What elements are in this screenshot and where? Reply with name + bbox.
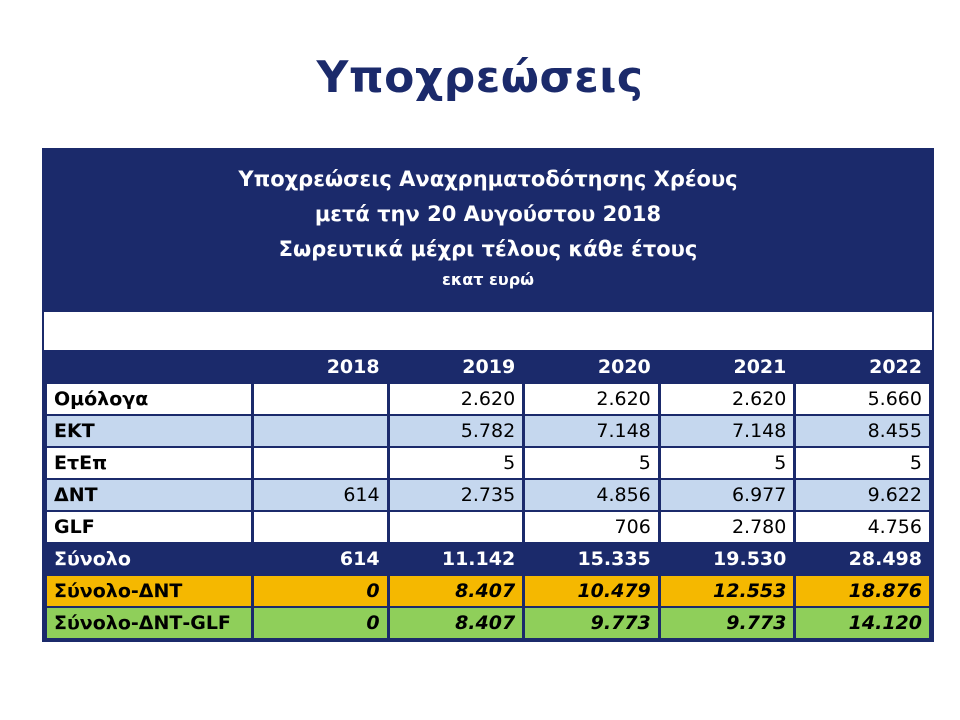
value-cell: 28.498 [796, 544, 929, 574]
value-cell: 2.620 [390, 384, 523, 414]
value-cell: 0 [254, 608, 387, 638]
value-cell: 614 [254, 544, 387, 574]
value-cell: 4.756 [796, 512, 929, 542]
value-cell [254, 384, 387, 414]
value-cell: 9.773 [661, 608, 794, 638]
value-cell: 2.620 [525, 384, 658, 414]
value-cell [254, 512, 387, 542]
row-label: Σύνολο-ΔΝΤ [47, 576, 251, 606]
value-cell: 19.530 [661, 544, 794, 574]
value-cell: 10.479 [525, 576, 658, 606]
year-cell: 2021 [661, 352, 794, 382]
value-cell: 9.622 [796, 480, 929, 510]
value-cell: 14.120 [796, 608, 929, 638]
year-cell: 2020 [525, 352, 658, 382]
year-cell: 2022 [796, 352, 929, 382]
row-label: Σύνολο-ΔΝΤ-GLF [47, 608, 251, 638]
slide-title: Υποχρεώσεις [316, 52, 644, 103]
value-cell: 5 [525, 448, 658, 478]
table-row-imf [47, 480, 929, 510]
row-label: ΔΝΤ [47, 480, 251, 510]
value-cell: 5 [661, 448, 794, 478]
refinancing-table [42, 148, 934, 642]
table-row-eib [47, 448, 929, 478]
row-label: Ομόλογα [47, 384, 251, 414]
table-row-total-minus-imf-glf [47, 608, 929, 638]
value-cell: 6.977 [661, 480, 794, 510]
row-label: ΕΚΤ [47, 416, 251, 446]
table-row-bonds [47, 384, 929, 414]
value-cell: 8.407 [390, 608, 523, 638]
value-cell: 15.335 [525, 544, 658, 574]
table-heading-line-2: μετά την 20 Αυγούστου 2018 [314, 202, 662, 226]
table-heading-line-1: Υποχρεώσεις Αναχρηματοδότησης Χρέους [238, 167, 738, 191]
table-grid [44, 350, 932, 640]
value-cell: 5 [796, 448, 929, 478]
value-cell: 4.856 [525, 480, 658, 510]
table-spacer-row [44, 312, 932, 350]
table-unit: εκατ ευρώ [441, 270, 535, 289]
value-cell: 614 [254, 480, 387, 510]
value-cell [390, 512, 523, 542]
value-cell: 18.876 [796, 576, 929, 606]
value-cell: 9.773 [525, 608, 658, 638]
value-cell: 7.148 [661, 416, 794, 446]
value-cell: 2.780 [661, 512, 794, 542]
year-cell: 2018 [254, 352, 387, 382]
value-cell: 8.455 [796, 416, 929, 446]
value-cell: 12.553 [661, 576, 794, 606]
year-header-row [47, 352, 929, 382]
value-cell: 0 [254, 576, 387, 606]
value-cell: 2.735 [390, 480, 523, 510]
table-row-glf [47, 512, 929, 542]
value-cell: 2.620 [661, 384, 794, 414]
value-cell: 5.660 [796, 384, 929, 414]
corner-cell [47, 352, 251, 382]
table-heading [44, 150, 932, 312]
value-cell: 8.407 [390, 576, 523, 606]
value-cell [254, 448, 387, 478]
table-row-total [47, 544, 929, 574]
row-label: ΕτΕπ [47, 448, 251, 478]
year-cell: 2019 [390, 352, 523, 382]
table-heading-line-3: Σωρευτικά μέχρι τέλους κάθε έτους [278, 237, 698, 261]
value-cell: 11.142 [390, 544, 523, 574]
table-row-ecb [47, 416, 929, 446]
value-cell: 5.782 [390, 416, 523, 446]
row-label: Σύνολο [47, 544, 251, 574]
value-cell [254, 416, 387, 446]
row-label: GLF [47, 512, 251, 542]
value-cell: 5 [390, 448, 523, 478]
value-cell: 7.148 [525, 416, 658, 446]
table-row-total-minus-imf [47, 576, 929, 606]
value-cell: 706 [525, 512, 658, 542]
